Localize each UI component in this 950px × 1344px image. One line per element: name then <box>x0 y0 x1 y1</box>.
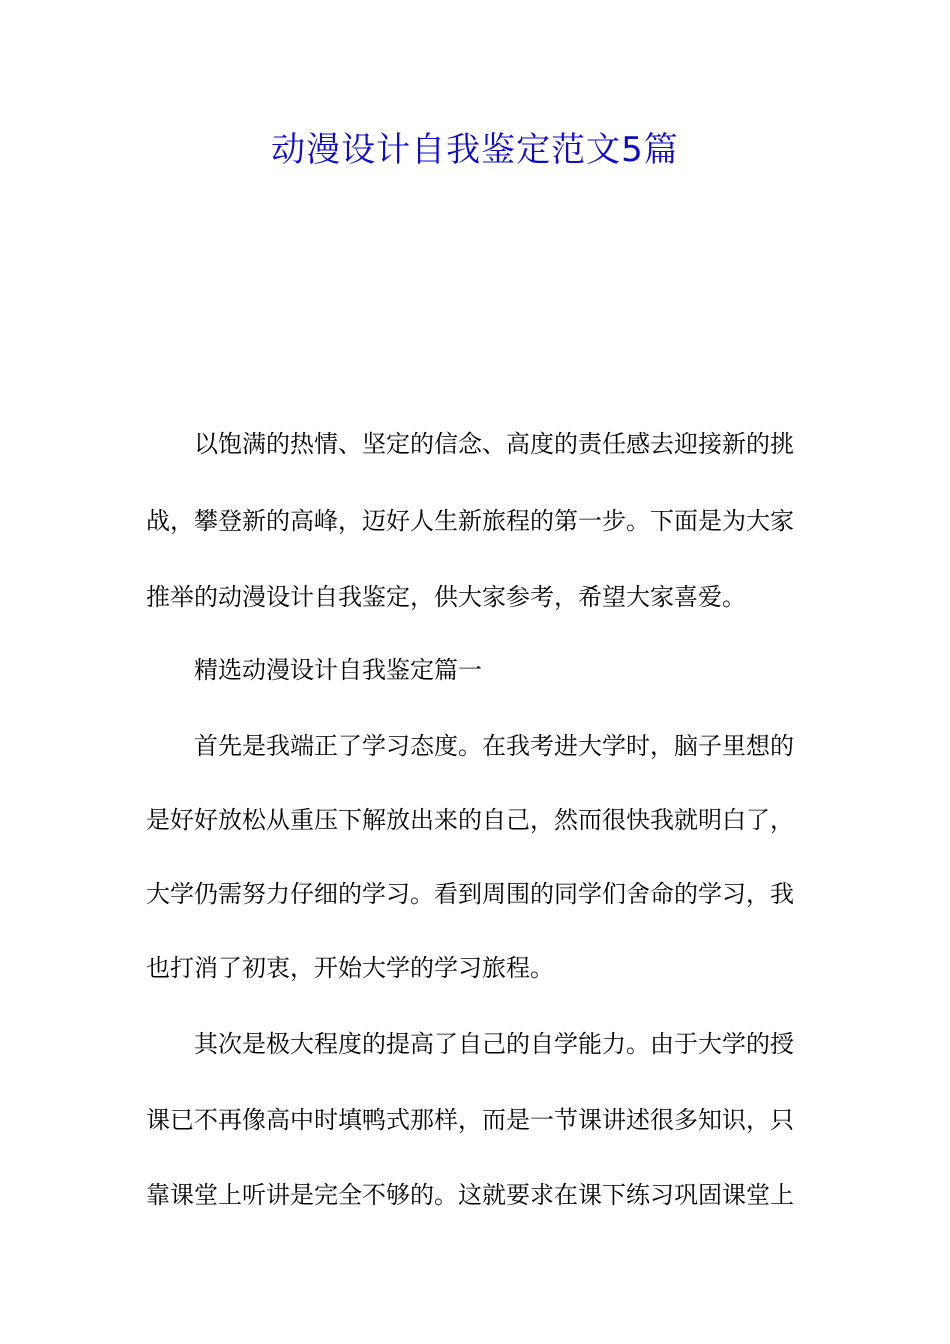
text-line: 是好好放松从重压下解放出来的自己，然而很快我就明白了， <box>146 806 794 834</box>
text-line: 其次是极大程度的提高了自己的自学能力。由于大学的授 <box>194 1030 794 1058</box>
section-heading: 精选动漫设计自我鉴定篇一 <box>194 656 482 684</box>
text-line: 首先是我端正了学习态度。在我考进大学时，脑子里想的 <box>194 732 794 760</box>
text-line: 也打消了初衷，开始大学的学习旅程。 <box>146 954 554 982</box>
text-line: 以饱满的热情、坚定的信念、高度的责任感去迎接新的挑 <box>194 430 794 458</box>
text-line: 大学仍需努力仔细的学习。看到周围的同学们舍命的学习，我 <box>146 880 794 908</box>
text-line: 靠课堂上听讲是完全不够的。这就要求在课下练习巩固课堂上 <box>146 1181 794 1209</box>
document-title: 动漫设计自我鉴定范文5篇 <box>271 130 679 170</box>
text-line: 推举的动漫设计自我鉴定，供大家参考，希望大家喜爱。 <box>146 583 746 611</box>
text-line: 战，攀登新的高峰，迈好人生新旅程的第一步。下面是为大家 <box>146 507 794 535</box>
text-line: 课已不再像高中时填鸭式那样，而是一节课讲述很多知识，只 <box>146 1106 794 1134</box>
